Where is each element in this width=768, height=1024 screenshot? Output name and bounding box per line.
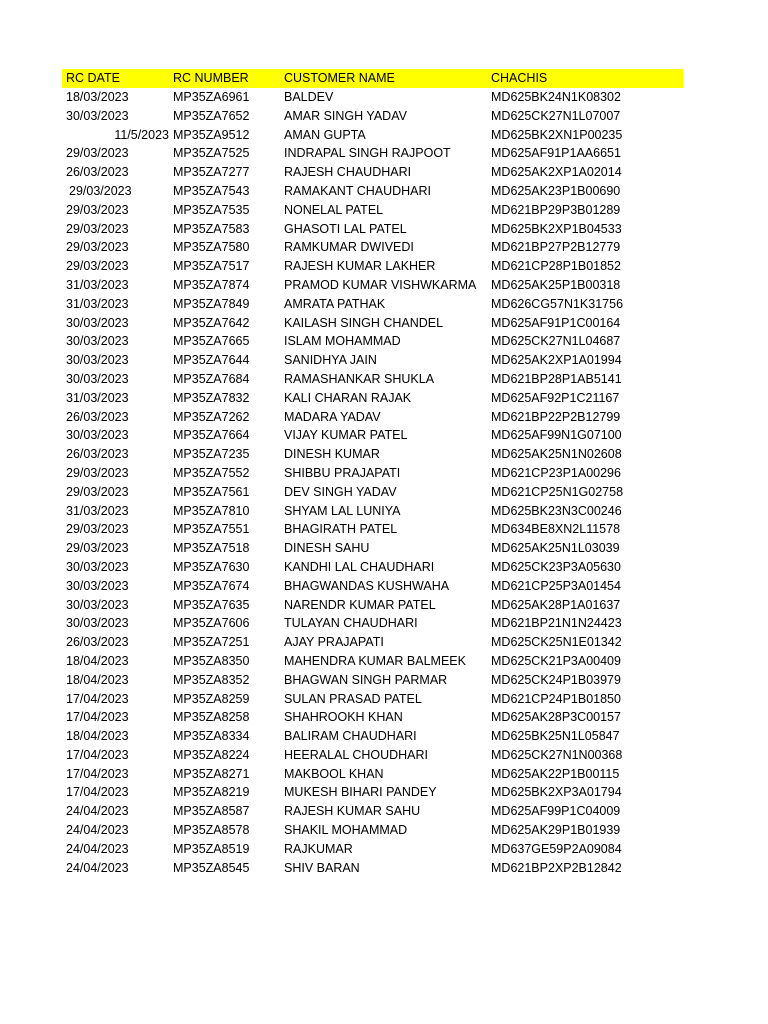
- cell-rc-number[interactable]: MP35ZA7525: [173, 146, 250, 161]
- cell-rc-date[interactable]: 29/03/2023: [66, 240, 129, 255]
- cell-chassis[interactable]: MD625AK2XP1A01994: [491, 353, 622, 368]
- cell-customer-name[interactable]: SHIBBU PRAJAPATI: [284, 465, 401, 480]
- cell-rc-date[interactable]: 30/03/2023: [66, 616, 129, 631]
- cell-rc-number[interactable]: MP35ZA7606: [173, 616, 250, 631]
- cell-rc-number[interactable]: MP35ZA7517: [173, 259, 250, 274]
- table-row: [62, 859, 683, 878]
- table-row: [62, 502, 683, 521]
- cell-customer-name[interactable]: SULAN PRASAD PATEL: [284, 691, 422, 706]
- cell-rc-number[interactable]: MP35ZA7262: [173, 409, 250, 424]
- cell-chassis[interactable]: MD625AK25N1N02608: [491, 447, 622, 462]
- cell-chassis[interactable]: MD625CK21P3A00409: [491, 653, 621, 668]
- table-row: [62, 840, 683, 859]
- table-row: [62, 257, 683, 276]
- cell-chassis[interactable]: MD637GE59P2A09084: [491, 841, 622, 856]
- table-row: [62, 596, 683, 615]
- header-chassis[interactable]: CHACHIS: [491, 71, 548, 85]
- cell-chassis[interactable]: MD625AF99N1G07100: [491, 428, 622, 443]
- cell-rc-number[interactable]: MP35ZA7543: [173, 183, 250, 198]
- table-row: [62, 464, 683, 483]
- cell-chassis[interactable]: MD625BK2XN1P00235: [491, 127, 623, 142]
- cell-customer-name[interactable]: DINESH SAHU: [284, 541, 370, 556]
- cell-customer-name[interactable]: MAHENDRA KUMAR BALMEEK: [284, 653, 466, 668]
- cell-chassis[interactable]: MD621CP25N1G02758: [491, 484, 624, 499]
- cell-rc-number[interactable]: MP35ZA7277: [173, 165, 250, 180]
- cell-customer-name[interactable]: AMRATA PATHAK: [284, 296, 386, 311]
- cell-rc-date[interactable]: 17/04/2023: [66, 747, 129, 762]
- table-row: [62, 652, 683, 671]
- table-row: [62, 126, 683, 145]
- cell-rc-number[interactable]: MP35ZA8259: [173, 691, 250, 706]
- cell-customer-name[interactable]: RAJKUMAR: [284, 841, 353, 856]
- cell-chassis[interactable]: MD625BK25N1L05847: [491, 729, 620, 744]
- table-row: [62, 765, 683, 784]
- cell-customer-name[interactable]: NONELAL PATEL: [284, 202, 384, 217]
- cell-customer-name[interactable]: MADARA YADAV: [284, 409, 381, 424]
- table-row: [62, 614, 683, 633]
- cell-customer-name[interactable]: SHIV BARAN: [284, 860, 360, 875]
- cell-rc-date[interactable]: 29/03/2023: [66, 259, 129, 274]
- cell-rc-date[interactable]: 30/03/2023: [66, 428, 129, 443]
- cell-rc-number[interactable]: MP35ZA8587: [173, 804, 250, 819]
- cell-rc-date[interactable]: 26/03/2023: [66, 165, 129, 180]
- cell-chassis[interactable]: MD625AK28P3C00157: [491, 710, 621, 725]
- cell-chassis[interactable]: MD621BP27P2B12779: [491, 240, 621, 255]
- cell-rc-date[interactable]: 17/04/2023: [66, 785, 129, 800]
- table-row: [62, 445, 683, 464]
- table-row: [62, 238, 683, 257]
- table-row: [62, 351, 683, 370]
- cell-customer-name[interactable]: SHYAM LAL LUNIYA: [284, 503, 401, 518]
- cell-chassis[interactable]: MD625AF91P1C00164: [491, 315, 621, 330]
- cell-customer-name[interactable]: AMAN GUPTA: [284, 127, 366, 142]
- cell-chassis[interactable]: MD625CK23P3A05630: [491, 559, 621, 574]
- cell-rc-date[interactable]: 29/03/2023: [66, 522, 129, 537]
- cell-chassis[interactable]: MD625AK28P1A01637: [491, 597, 621, 612]
- cell-chassis[interactable]: MD625BK24N1K08302: [491, 90, 621, 104]
- cell-rc-number[interactable]: MP35ZA8350: [173, 653, 250, 668]
- cell-chassis[interactable]: MD625AK29P1B01939: [491, 823, 621, 838]
- cell-rc-date[interactable]: 30/03/2023: [66, 559, 129, 574]
- cell-rc-date[interactable]: 30/03/2023: [66, 315, 129, 330]
- cell-customer-name[interactable]: SANIDHYA JAIN: [284, 353, 377, 368]
- cell-rc-date[interactable]: 17/04/2023: [66, 766, 129, 781]
- table-row: [62, 220, 683, 239]
- table-row: [62, 332, 683, 351]
- cell-chassis[interactable]: MD634BE8XN2L11578: [491, 522, 621, 537]
- table-body: [62, 88, 683, 877]
- cell-rc-date[interactable]: 26/03/2023: [66, 635, 129, 650]
- cell-rc-number[interactable]: MP35ZA8271: [173, 766, 250, 781]
- cell-customer-name[interactable]: VIJAY KUMAR PATEL: [284, 428, 408, 443]
- table-row: [62, 821, 683, 840]
- cell-customer-name[interactable]: AJAY PRAJAPATI: [284, 635, 384, 650]
- cell-rc-date[interactable]: 18/04/2023: [66, 672, 129, 687]
- cell-customer-name[interactable]: RAJESH KUMAR SAHU: [284, 804, 421, 819]
- cell-rc-date[interactable]: 24/04/2023: [66, 860, 129, 875]
- cell-rc-date[interactable]: 24/04/2023: [66, 841, 129, 856]
- cell-customer-name[interactable]: INDRAPAL SINGH RAJPOOT: [284, 146, 451, 161]
- table-row: [62, 182, 683, 201]
- cell-rc-number[interactable]: MP35ZA7665: [173, 334, 250, 349]
- cell-chassis[interactable]: MD621BP21N1N24423: [491, 616, 622, 631]
- cell-customer-name[interactable]: BALIRAM CHAUDHARI: [284, 729, 417, 744]
- table-row: [62, 370, 683, 389]
- cell-chassis[interactable]: MD625BK2XP1B04533: [491, 221, 622, 236]
- cell-customer-name[interactable]: RAMASHANKAR SHUKLA: [284, 371, 435, 386]
- cell-rc-date[interactable]: 24/04/2023: [66, 823, 129, 838]
- table-row: [62, 201, 683, 220]
- cell-chassis[interactable]: MD621CP25P3A01454: [491, 578, 621, 593]
- cell-customer-name[interactable]: KAILASH SINGH CHANDEL: [284, 315, 444, 330]
- cell-chassis[interactable]: MD625CK25N1E01342: [491, 635, 622, 650]
- cell-chassis[interactable]: MD621BP29P3B01289: [491, 202, 621, 217]
- cell-chassis[interactable]: MD625BK2XP3A01794: [491, 785, 622, 800]
- cell-customer-name[interactable]: ISLAM MOHAMMAD: [284, 334, 401, 349]
- cell-rc-date[interactable]: 26/03/2023: [66, 409, 129, 424]
- cell-rc-number[interactable]: MP35ZA9512: [173, 127, 250, 142]
- cell-chassis[interactable]: MD625AF99P1C04009: [491, 804, 621, 819]
- cell-customer-name[interactable]: GHASOTI LAL PATEL: [284, 221, 407, 236]
- cell-rc-number[interactable]: MP35ZA7561: [173, 484, 250, 499]
- cell-rc-date[interactable]: 31/03/2023: [66, 296, 129, 311]
- cell-rc-number[interactable]: MP35ZA7664: [173, 428, 250, 443]
- cell-customer-name[interactable]: DEV SINGH YADAV: [284, 484, 397, 499]
- cell-chassis[interactable]: MD625AF91P1AA6651: [491, 146, 621, 161]
- cell-chassis[interactable]: MD621BP28P1AB5141: [491, 371, 622, 386]
- table-row: [62, 163, 683, 182]
- table-row: [62, 558, 683, 577]
- cell-rc-number[interactable]: MP35ZA7635: [173, 597, 250, 612]
- cell-customer-name[interactable]: BALDEV: [284, 90, 334, 104]
- cell-rc-date[interactable]: 26/03/2023: [66, 447, 129, 462]
- table-row: [62, 633, 683, 652]
- cell-rc-number[interactable]: MP35ZA7235: [173, 447, 250, 462]
- cell-rc-number[interactable]: MP35ZA8334: [173, 729, 250, 744]
- table-row: [62, 426, 683, 445]
- cell-rc-date[interactable]: 17/04/2023: [66, 710, 129, 725]
- table-row: [62, 295, 683, 314]
- cell-rc-number[interactable]: MP35ZA8352: [173, 672, 250, 687]
- cell-customer-name[interactable]: RAJESH KUMAR LAKHER: [284, 259, 436, 274]
- cell-rc-date[interactable]: 31/03/2023: [66, 390, 129, 405]
- table-row: [62, 88, 683, 107]
- cell-rc-number[interactable]: MP35ZA7644: [173, 353, 250, 368]
- cell-rc-date[interactable]: 29/03/2023: [69, 183, 132, 198]
- table-row: [62, 671, 683, 690]
- table-row: [62, 783, 683, 802]
- cell-rc-date[interactable]: 30/03/2023: [66, 597, 129, 612]
- table-row: [62, 520, 683, 539]
- cell-chassis[interactable]: MD621BP22P2B12799: [491, 409, 621, 424]
- cell-chassis[interactable]: MD625AK25N1L03039: [491, 541, 620, 556]
- cell-rc-number[interactable]: MP35ZA7583: [173, 221, 250, 236]
- cell-rc-date[interactable]: 11/5/2023: [114, 127, 169, 142]
- cell-rc-date[interactable]: 29/03/2023: [66, 484, 129, 499]
- cell-rc-date[interactable]: 29/03/2023: [66, 146, 129, 161]
- cell-rc-number[interactable]: MP35ZA8219: [173, 785, 250, 800]
- cell-customer-name[interactable]: AMAR SINGH YADAV: [284, 108, 407, 123]
- cell-customer-name[interactable]: BHAGWAN SINGH PARMAR: [284, 672, 448, 687]
- header-rc-number[interactable]: RC NUMBER: [173, 71, 249, 85]
- cell-chassis[interactable]: MD625AK2XP1A02014: [491, 165, 622, 180]
- header-customer-name[interactable]: CUSTOMER NAME: [284, 71, 395, 85]
- cell-rc-number[interactable]: MP35ZA8545: [173, 860, 250, 875]
- cell-rc-date[interactable]: 18/04/2023: [66, 653, 129, 668]
- cell-chassis[interactable]: MD626CG57N1K31756: [491, 296, 624, 311]
- cell-customer-name[interactable]: TULAYAN CHAUDHARI: [284, 616, 418, 631]
- table-row: [62, 727, 683, 746]
- cell-chassis[interactable]: MD621CP24P1B01850: [491, 691, 621, 706]
- cell-chassis[interactable]: MD621CP23P1A00296: [491, 465, 621, 480]
- cell-rc-date[interactable]: 30/03/2023: [66, 371, 129, 386]
- cell-chassis[interactable]: MD621CP28P1B01852: [491, 259, 621, 274]
- spreadsheet: [62, 69, 683, 877]
- cell-rc-number[interactable]: MP35ZA7251: [173, 635, 250, 650]
- cell-rc-date[interactable]: 30/03/2023: [66, 353, 129, 368]
- cell-customer-name[interactable]: RAJESH CHAUDHARI: [284, 165, 412, 180]
- cell-rc-date[interactable]: 31/03/2023: [66, 277, 129, 292]
- cell-rc-number[interactable]: MP35ZA7652: [173, 108, 250, 123]
- cell-rc-number[interactable]: MP35ZA7874: [173, 277, 250, 292]
- cell-rc-date[interactable]: 18/04/2023: [66, 729, 129, 744]
- cell-chassis[interactable]: MD621BP2XP2B12842: [491, 860, 622, 875]
- cell-customer-name[interactable]: SHAKIL MOHAMMAD: [284, 823, 408, 838]
- table-row: [62, 802, 683, 821]
- cell-rc-date[interactable]: 18/03/2023: [66, 90, 129, 104]
- cell-rc-date[interactable]: 31/03/2023: [66, 503, 129, 518]
- header-rc-date[interactable]: RC DATE: [66, 71, 120, 85]
- cell-rc-number[interactable]: MP35ZA7810: [173, 503, 250, 518]
- table-row: [62, 577, 683, 596]
- cell-chassis[interactable]: MD625AF92P1C21167: [491, 390, 620, 405]
- cell-customer-name[interactable]: NARENDR KUMAR PATEL: [284, 597, 436, 612]
- cell-rc-date[interactable]: 29/03/2023: [66, 202, 129, 217]
- cell-chassis[interactable]: MD625BK23N3C00246: [491, 503, 622, 518]
- cell-rc-number[interactable]: MP35ZA8224: [173, 747, 250, 762]
- cell-rc-date[interactable]: 30/03/2023: [66, 108, 129, 123]
- cell-rc-date[interactable]: 29/03/2023: [66, 465, 129, 480]
- cell-chassis[interactable]: MD625AK22P1B00115: [491, 766, 620, 781]
- cell-customer-name[interactable]: MUKESH BIHARI PANDEY: [284, 785, 437, 800]
- cell-chassis[interactable]: MD625CK27N1N00368: [491, 747, 623, 762]
- cell-customer-name[interactable]: DINESH KUMAR: [284, 447, 380, 462]
- table-row: [62, 539, 683, 558]
- cell-rc-number[interactable]: MP35ZA7674: [173, 578, 250, 593]
- cell-rc-number[interactable]: MP35ZA7535: [173, 202, 250, 217]
- cell-customer-name[interactable]: BHAGIRATH PATEL: [284, 522, 398, 537]
- cell-chassis[interactable]: MD625AK25P1B00318: [491, 277, 621, 292]
- table-row: [62, 746, 683, 765]
- cell-rc-date[interactable]: 30/03/2023: [66, 334, 129, 349]
- table-row: [62, 389, 683, 408]
- table-row: [62, 708, 683, 727]
- header-row: [62, 69, 683, 88]
- cell-rc-number[interactable]: MP35ZA6961: [173, 90, 250, 104]
- cell-rc-number[interactable]: MP35ZA7630: [173, 559, 250, 574]
- cell-customer-name[interactable]: KALI CHARAN RAJAK: [284, 390, 412, 405]
- cell-customer-name[interactable]: KANDHI LAL CHAUDHARI: [284, 559, 435, 574]
- table-row: [62, 408, 683, 427]
- cell-chassis[interactable]: MD625CK27N1L07007: [491, 108, 621, 123]
- table-row: [62, 276, 683, 295]
- cell-customer-name[interactable]: RAMKUMAR DWIVEDI: [284, 240, 414, 255]
- table-row: [62, 107, 683, 126]
- cell-rc-date[interactable]: 29/03/2023: [66, 541, 129, 556]
- cell-chassis[interactable]: MD625AK23P1B00690: [491, 183, 621, 198]
- cell-rc-date[interactable]: 29/03/2023: [66, 221, 129, 236]
- cell-rc-number[interactable]: MP35ZA8258: [173, 710, 250, 725]
- cell-rc-date[interactable]: 30/03/2023: [66, 578, 129, 593]
- cell-rc-number[interactable]: MP35ZA7518: [173, 541, 250, 556]
- cell-chassis[interactable]: MD625CK27N1L04687: [491, 334, 621, 349]
- table-row: [62, 483, 683, 502]
- cell-customer-name[interactable]: PRAMOD KUMAR VISHWKARMA: [284, 277, 477, 292]
- cell-rc-number[interactable]: MP35ZA7684: [173, 371, 250, 386]
- cell-customer-name[interactable]: HEERALAL CHOUDHARI: [284, 747, 429, 762]
- cell-customer-name[interactable]: SHAHROOKH KHAN: [284, 710, 403, 725]
- cell-rc-number[interactable]: MP35ZA8578: [173, 823, 250, 838]
- table-row: [62, 144, 683, 163]
- cell-rc-number[interactable]: MP35ZA7552: [173, 465, 250, 480]
- table-row: [62, 690, 683, 709]
- cell-rc-number[interactable]: MP35ZA7642: [173, 315, 250, 330]
- cell-rc-date[interactable]: 24/04/2023: [66, 804, 129, 819]
- cell-customer-name[interactable]: MAKBOOL KHAN: [284, 766, 384, 781]
- cell-rc-number[interactable]: MP35ZA7580: [173, 240, 250, 255]
- cell-rc-number[interactable]: MP35ZA7849: [173, 296, 250, 311]
- cell-customer-name[interactable]: RAMAKANT CHAUDHARI: [284, 183, 432, 198]
- table-row: [62, 314, 683, 333]
- cell-rc-number[interactable]: MP35ZA8519: [173, 841, 250, 856]
- cell-chassis[interactable]: MD625CK24P1B03979: [491, 672, 621, 687]
- cell-rc-number[interactable]: MP35ZA7832: [173, 390, 250, 405]
- cell-customer-name[interactable]: BHAGWANDAS KUSHWAHA: [284, 578, 450, 593]
- cell-rc-date[interactable]: 17/04/2023: [66, 691, 129, 706]
- cell-rc-number[interactable]: MP35ZA7551: [173, 522, 250, 537]
